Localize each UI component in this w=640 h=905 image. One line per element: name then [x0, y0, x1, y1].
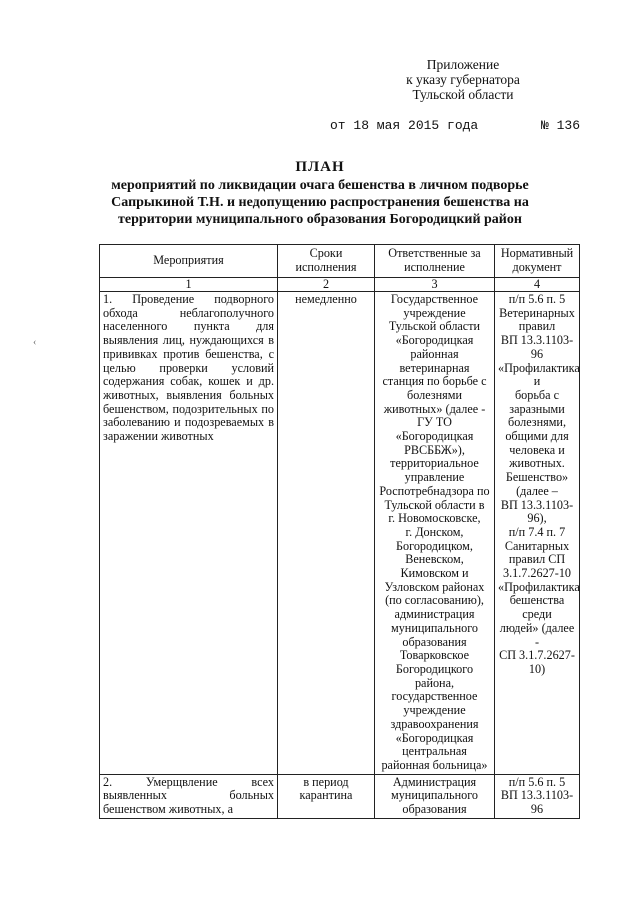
cell-line: карантина	[299, 788, 353, 803]
cell-line: бешенства среди	[509, 593, 565, 622]
cell-line: заразными	[509, 401, 565, 416]
cell-line: территориальное	[390, 456, 479, 471]
cell-line: «Богородицкая	[395, 333, 474, 348]
cell-line: Ветеринарных	[499, 305, 575, 320]
cell-line: общими для	[505, 429, 569, 444]
cell-line: Государственное	[390, 292, 479, 306]
measure-cell: 2. Умерщвление всех выявленных больных бешенством животных, а	[100, 774, 278, 818]
deadline-cell: немедленно	[278, 292, 375, 775]
cell-line: п/п 5.6 п. 5	[508, 292, 566, 306]
cell-line: «Профилактика	[498, 579, 580, 594]
cell-line: муниципального	[391, 620, 478, 635]
plan-subtitle-line: Сапрыкиной Т.Н. и недопущению распространения бешенства на	[111, 195, 529, 210]
decree-date: от 18 мая 2015 года	[330, 118, 479, 133]
cell-line: Роспотребнадзора по	[379, 483, 490, 498]
appendix-header	[388, 57, 538, 102]
document-cell	[495, 292, 580, 775]
cell-line: «Богородицкая	[395, 429, 474, 444]
cell-line: «Богородицкая	[395, 730, 474, 745]
cell-line: Санитарных	[504, 538, 570, 553]
appendix-line: Тульской области	[412, 87, 514, 102]
appendix-line: к указу губернатора	[406, 72, 520, 87]
cell-line: Тульской области	[388, 319, 481, 334]
cell-line: ГУ ТО	[417, 415, 452, 430]
responsible-cell	[375, 774, 495, 818]
document-cell	[495, 774, 580, 818]
responsible-cell	[375, 292, 495, 775]
header-document: Нормативный документ	[495, 245, 580, 278]
header-measures: Мероприятия	[100, 245, 278, 278]
plan-table	[99, 244, 580, 819]
cell-line: 3.1.7.2627-10	[502, 566, 572, 581]
cell-line: (по согласованию),	[385, 593, 484, 608]
cell-line: центральная	[402, 744, 467, 759]
cell-line: СП 3.1.7.2627-10)	[499, 648, 575, 676]
cell-line: управление	[404, 470, 465, 485]
decree-number: № 136	[540, 118, 580, 133]
cell-line: животных» (далее -	[383, 401, 486, 416]
cell-line: Кимовском и	[400, 566, 469, 581]
cell-line: в период	[303, 774, 349, 789]
cell-line: Веневском,	[405, 552, 464, 567]
cell-line: станция по борьбе с	[382, 374, 487, 389]
cell-line: здравоохранения	[390, 716, 479, 731]
scan-mark: ‹	[33, 337, 37, 348]
cell-line: Товарковское	[399, 648, 470, 663]
appendix-line: Приложение	[426, 57, 500, 72]
cell-line: борьба с	[514, 387, 559, 402]
cell-line: правил	[518, 319, 556, 334]
cell-line: учреждение	[403, 703, 466, 718]
deadline-cell	[278, 774, 375, 818]
cell-line: людей» (далее -	[499, 620, 575, 649]
cell-line: Тульской области в	[384, 497, 485, 512]
cell-line: образования	[402, 802, 467, 817]
cell-line: ветеринарная	[399, 360, 470, 375]
cell-line: «Профилактика и	[498, 360, 580, 389]
column-number: 4	[495, 278, 580, 292]
header-deadline: Сроки исполнения	[278, 245, 375, 278]
cell-line: Узловском районах	[384, 579, 485, 594]
cell-line: района,	[414, 675, 455, 690]
cell-line: РВСББЖ»),	[404, 442, 465, 457]
document-title	[0, 158, 640, 228]
cell-line: Администрация	[392, 774, 477, 789]
cell-line: ВП 13.3.1103-96),	[500, 497, 574, 526]
cell-line: образования	[402, 634, 467, 649]
cell-line: человека и	[509, 442, 565, 457]
cell-line: Богородицком,	[396, 538, 473, 553]
cell-line: правил СП	[508, 552, 566, 567]
cell-line: болезнями,	[508, 415, 566, 430]
column-number: 1	[100, 278, 278, 292]
column-number-row	[100, 278, 580, 292]
cell-line: Богородицкого	[395, 661, 474, 676]
plan-subtitle-line: мероприятий по ликвидации очага бешенства в личном подворье	[111, 178, 529, 193]
cell-line: г. Донском,	[405, 524, 464, 539]
decree-stamp	[330, 118, 580, 138]
plan-heading: ПЛАН	[295, 159, 345, 175]
cell-line: учреждение	[403, 305, 466, 320]
cell-line: Бешенство»	[505, 470, 569, 485]
cell-line: животных.	[509, 456, 565, 471]
table-header-row	[100, 245, 580, 278]
column-number: 2	[278, 278, 375, 292]
plan-subtitle-line: территории муниципального образования Богородицкий район	[118, 212, 522, 227]
table-row	[100, 292, 580, 775]
measure-cell: 1. Проведение подворного обхода неблагополучного населенного пункта для выявления лиц, нуждающихся в прививках против бешенства, с целью проверки условий содержания собак, кошек и др. животных, выявления больных бешенством, подозрительных по заболеванию и подозреваемых в заражении животных	[100, 292, 278, 775]
header-responsible: Ответственные за исполнение	[375, 245, 495, 278]
cell-line: администрация	[394, 607, 475, 622]
cell-line: районная	[410, 346, 459, 361]
cell-line: г. Новомосковске,	[388, 511, 481, 526]
cell-line: п/п 5.6 п. 5	[508, 774, 566, 789]
cell-line: районная больница»	[381, 757, 488, 772]
column-number: 3	[375, 278, 495, 292]
cell-line: муниципального	[391, 788, 478, 803]
table-row	[100, 774, 580, 818]
cell-line: болезнями	[407, 387, 462, 402]
cell-line: (далее –	[516, 483, 558, 498]
cell-line: ВП 13.3.1103-96	[500, 788, 574, 817]
cell-line: государственное	[391, 689, 478, 704]
cell-line: п/п 7.4 п. 7	[508, 524, 566, 539]
cell-line: ВП 13.3.1103-96	[500, 333, 574, 361]
